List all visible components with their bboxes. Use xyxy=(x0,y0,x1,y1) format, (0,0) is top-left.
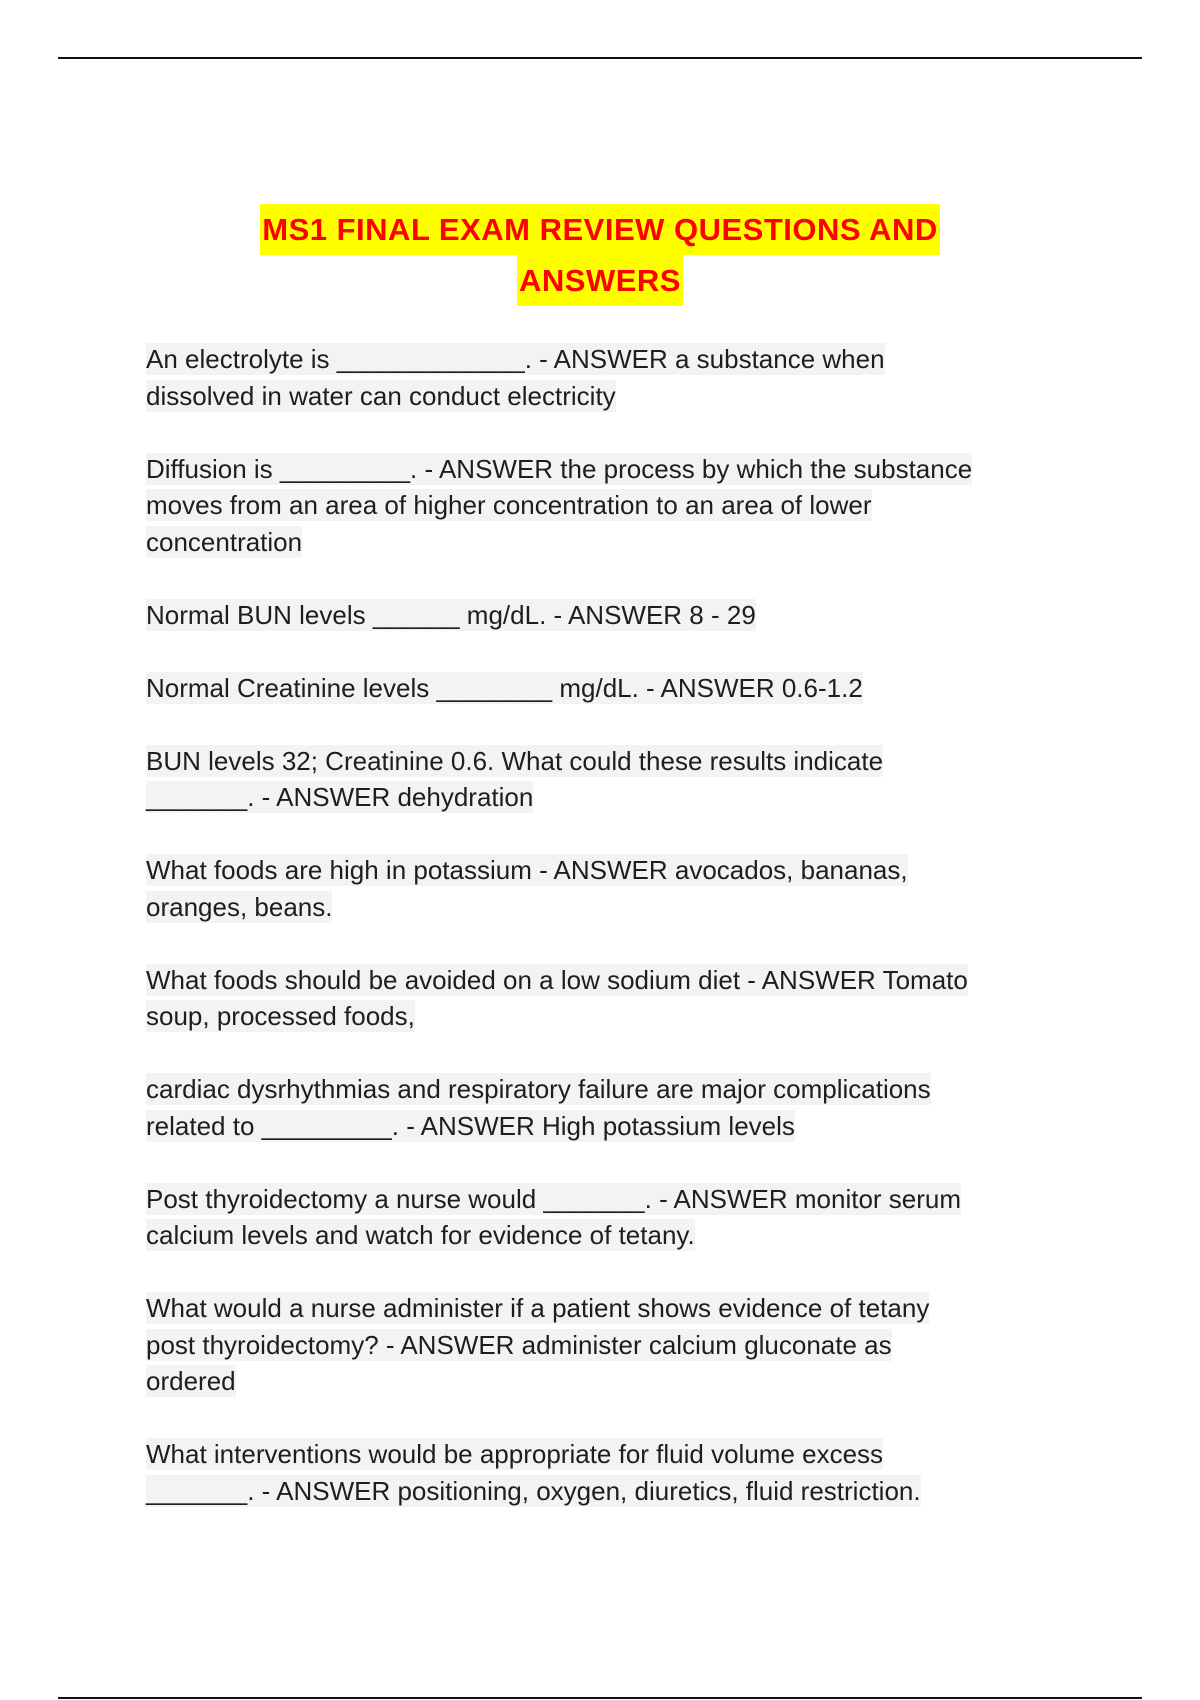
qa-line: What would a nurse administer if a patient shows evidence of tetany xyxy=(146,1293,930,1323)
qa-line: What interventions would be appropriate for fluid volume excess xyxy=(146,1439,884,1469)
qa-line: BUN levels 32; Creatinine 0.6. What could these results indicate xyxy=(146,745,884,776)
qa-line: cardiac dysrhythmias and respiratory failure are major complications xyxy=(146,1074,931,1104)
title-line-2: ANSWERS xyxy=(517,255,683,306)
qa-line: oranges, beans. xyxy=(146,891,333,922)
top-rule xyxy=(58,57,1142,59)
qa-line: Diffusion is _________. - ANSWER the process by which the substance xyxy=(146,453,973,484)
qa-item-fluid-volume xyxy=(146,1436,1066,1509)
qa-line: post thyroidectomy? - ANSWER administer calcium gluconate as xyxy=(146,1329,892,1360)
qa-line: An electrolyte is _____________. - ANSWER a substance when xyxy=(146,344,885,374)
qa-line: calcium levels and watch for evidence of tetany. xyxy=(146,1220,695,1250)
qa-line: related to _________. - ANSWER High potassium levels xyxy=(146,1110,795,1141)
qa-line: ordered xyxy=(146,1366,236,1396)
qa-item-dehydration xyxy=(146,743,1066,816)
qa-list xyxy=(146,341,1066,1546)
qa-line: What foods should be avoided on a low sodium diet - ANSWER Tomato xyxy=(146,964,968,995)
qa-item-electrolyte xyxy=(146,341,1066,414)
qa-line: Normal Creatinine levels ________ mg/dL. - ANSWER 0.6-1.2 xyxy=(146,672,863,703)
qa-item-high-potassium xyxy=(146,1071,1066,1144)
qa-line: soup, processed foods, xyxy=(146,1001,415,1031)
qa-item-thyroidectomy xyxy=(146,1181,1066,1254)
qa-line: Normal BUN levels ______ mg/dL. - ANSWER 8 - 29 xyxy=(146,599,756,630)
qa-line: _______. - ANSWER dehydration xyxy=(146,782,534,812)
qa-line: _______. - ANSWER positioning, oxygen, diuretics, fluid restriction. xyxy=(146,1475,921,1506)
qa-item-tetany xyxy=(146,1290,1066,1400)
qa-item-potassium-foods xyxy=(146,852,1066,925)
bottom-rule xyxy=(58,1697,1142,1699)
qa-line: Post thyroidectomy a nurse would _______. - ANSWER monitor serum xyxy=(146,1183,962,1214)
qa-line: moves from an area of higher concentration to an area of lower xyxy=(146,490,872,520)
qa-line: What foods are high in potassium - ANSWER avocados, bananas, xyxy=(146,855,908,885)
title-line-1: MS1 FINAL EXAM REVIEW QUESTIONS AND xyxy=(260,204,939,255)
qa-item-low-sodium xyxy=(146,962,1066,1035)
qa-line: dissolved in water can conduct electricity xyxy=(146,380,616,411)
qa-item-diffusion xyxy=(146,451,1066,561)
document-title xyxy=(0,204,1200,306)
qa-item-creatinine xyxy=(146,670,1066,707)
qa-line: concentration xyxy=(146,526,303,557)
qa-item-bun xyxy=(146,597,1066,634)
